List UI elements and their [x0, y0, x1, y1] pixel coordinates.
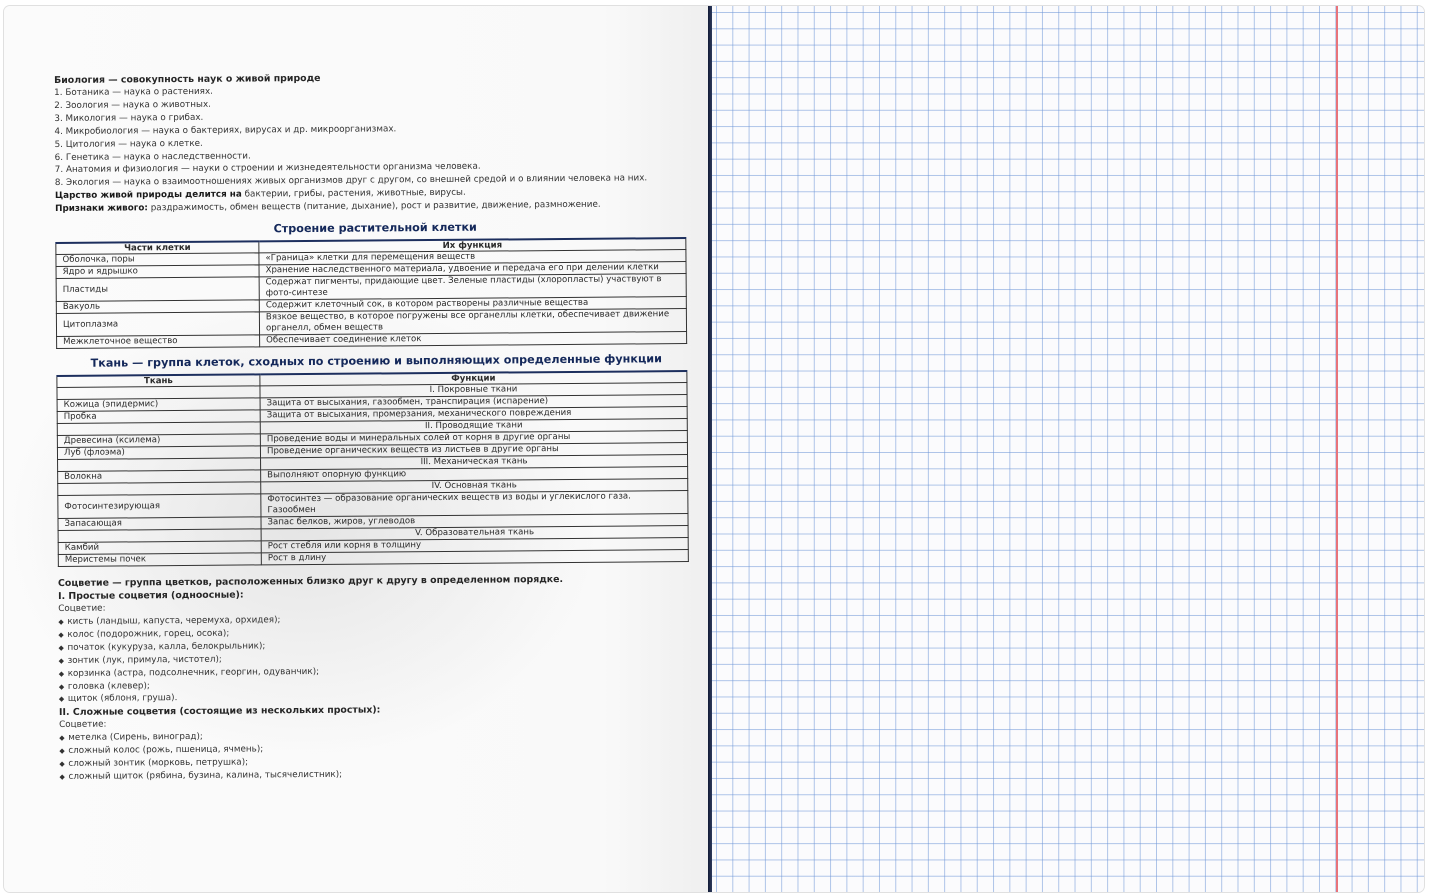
kingdoms-label: Царство живой природы делится на: [54, 189, 242, 202]
table-cell: «Граница» клетки для перемещения веществ: [259, 250, 686, 265]
section-heading: V. Образовательная ткань: [261, 526, 688, 541]
list-item: 4. Микробиология — наука о бактериях, вирусах и др. микроорганизмах.: [54, 124, 397, 137]
table-cell: Защита от высыхания, газообмен, транспирация (испарение): [260, 395, 687, 410]
table-header: Части клетки: [56, 241, 259, 254]
table-header: Их функция: [259, 238, 686, 253]
table-cell: Фотосинтез — образование органических веществ из воды и углекислого газа. Газообмен: [261, 491, 688, 517]
signs-label: Признаки живого:: [55, 203, 148, 215]
list-item: 5. Цитология — наука о клетке.: [54, 138, 203, 150]
simple-inflorescence-title: I. Простые соцветия (одноосные):: [58, 589, 244, 603]
table-cell: Содержит клеточный сок, в котором растворены различные вещества: [259, 297, 686, 312]
table-cell: Рост в длину: [261, 550, 688, 565]
table-cell: Защита от высыхания, промерзания, механического повреждения: [260, 407, 687, 422]
table-header: Ткань: [57, 374, 260, 387]
list-item: ◆ сложный колос (рожь, пшеница, ячмень);: [59, 744, 264, 757]
complex-label: Соцветие:: [59, 719, 107, 731]
section-heading: IV. Основная ткань: [261, 479, 688, 494]
bullet-icon: ◆: [58, 695, 65, 704]
table-cell: Вакуоль: [56, 300, 259, 314]
inflorescence-section: [58, 572, 700, 784]
list-item: ◆ кисть (ландыш, капуста, черемуха, орхидея);: [58, 615, 281, 627]
bullet-icon: ◆: [58, 643, 64, 652]
bullet-icon: ◆: [59, 772, 65, 781]
table-cell: Пробка: [57, 410, 260, 424]
list-item: ◆ колос (подорожник, горец, осока);: [58, 628, 230, 640]
section-heading: I. Покровные ткани: [260, 383, 687, 398]
table-cell: Кожица (эпидермис): [57, 398, 260, 412]
tissue-table-title: Ткань — группа клеток, сходных по строению и выполняющих определенные функции: [90, 352, 662, 370]
complex-inflorescence-title: II. Сложные соцветия (состоящие из нескольких простых):: [58, 704, 381, 719]
list-item: ◆ метелка (Сирень, виноград);: [59, 732, 203, 744]
bullet-icon: ◆: [58, 669, 65, 678]
bullet-icon: ◆: [59, 747, 65, 756]
page-content: [54, 69, 700, 784]
kingdoms-text: бактерии, грибы, растения, животные, вирусы.: [244, 188, 466, 200]
inflorescence-title: Соцветие — группа цветков, расположенных близко друг к другу в определенном порядке.: [57, 574, 564, 590]
section-heading: II. Проводящие ткани: [260, 419, 687, 434]
list-item: ◆ зонтик (лук, примула, чистотел);: [58, 654, 222, 666]
intro-title: Биология — совокупность наук о живой природе: [54, 72, 321, 86]
list-item: ◆ сложный щиток (рябина, бузина, калина, тысячелистник);: [59, 769, 343, 782]
list-item: ◆ сложный зонтик (морковь, петрушка);: [59, 757, 249, 769]
sciences-list: [54, 82, 695, 190]
graph-paper-page: [712, 6, 1424, 892]
bullet-icon: ◆: [58, 682, 65, 691]
table-cell: Обеспечивает соединение клеток: [260, 332, 687, 347]
simple-label: Соцветие:: [58, 603, 106, 615]
list-item: ◆ головка (клевер);: [58, 680, 150, 692]
table-cell: Меристемы почек: [58, 553, 261, 567]
table-cell: Рост стебля или корня в толщину: [261, 538, 688, 553]
list-item: 3. Микология — наука о грибах.: [54, 112, 204, 124]
table-cell: Проведение органических веществ из листьев в другие органы: [260, 443, 687, 458]
list-item: 2. Зоология — наука о животных.: [54, 99, 211, 111]
signs-text: раздражимость, обмен веществ (питание, дыхание), рост и развитие, движение, размножение.: [150, 199, 601, 214]
table-cell: Запасающая: [58, 517, 261, 531]
table-cell: Хранение наследственного материала, удвоение и передача его при делении клетки: [259, 262, 686, 277]
bullet-icon: ◆: [58, 656, 65, 665]
printed-page: [4, 6, 708, 892]
table-cell: Запас белков, жиров, углеводов: [261, 514, 688, 529]
tissue-table: [56, 370, 688, 567]
table-cell: Межклеточное вещество: [57, 335, 260, 349]
list-item: ◆ корзинка (астра, подсолнечник, георгин, одуванчик);: [58, 666, 320, 679]
table-cell: Пластиды: [56, 277, 259, 302]
table-cell: Луб (флоэма): [57, 446, 260, 460]
notebook-spread: [4, 6, 1424, 892]
table-cell: Камбий: [58, 541, 261, 555]
table-cell: Выполняют опорную функцию: [261, 467, 688, 482]
table-cell: Ядро и ядрышко: [56, 265, 259, 279]
list-item: 6. Генетика — наука о наследственности.: [54, 150, 251, 163]
table-cell: Древесина (ксилема): [57, 434, 260, 448]
table-cell: Содержат пигменты, придающие цвет. Зеленые пластиды (хлоропласты) участвуют в фото-синтезе: [259, 274, 686, 300]
table-cell: Волокна: [58, 470, 261, 484]
cell-table-title: Строение растительной клетки: [273, 220, 477, 236]
table-cell: Проведение воды и минеральных солей от корня в другие органы: [260, 431, 687, 446]
list-item: ◆ початок (кукуруза, калла, белокрыльник);: [58, 641, 266, 653]
bullet-icon: ◆: [58, 630, 64, 639]
bullet-icon: ◆: [59, 759, 65, 769]
list-item: 7. Анатомия и физиология — науки о строении и жизнедеятельности организма человека.: [54, 162, 481, 176]
list-item: 8. Экология — наука о взаимоотношениях живых организмов друг с другом, со внешней средой и о влиянии человека на них.: [54, 173, 648, 189]
bullet-icon: ◆: [59, 734, 65, 743]
list-item: 1. Ботаника — наука о растениях.: [54, 86, 214, 98]
section-heading: III. Механическая ткань: [261, 455, 688, 470]
table-cell: Фотосинтезирующая: [58, 494, 261, 519]
table-cell: Цитоплазма: [56, 312, 259, 337]
bullet-icon: ◆: [58, 617, 64, 626]
list-item: ◆ щиток (яблоня, груша).: [58, 693, 178, 705]
margin-line: [1336, 6, 1338, 892]
cell-structure-table: [55, 237, 687, 349]
table-cell: Вязкое вещество, в которое погружены все органеллы клетки, обеспечивает движение органелл, обмен веществ: [259, 309, 686, 335]
table-cell: Оболочка, поры: [56, 253, 259, 267]
table-header: Функции: [260, 371, 687, 386]
